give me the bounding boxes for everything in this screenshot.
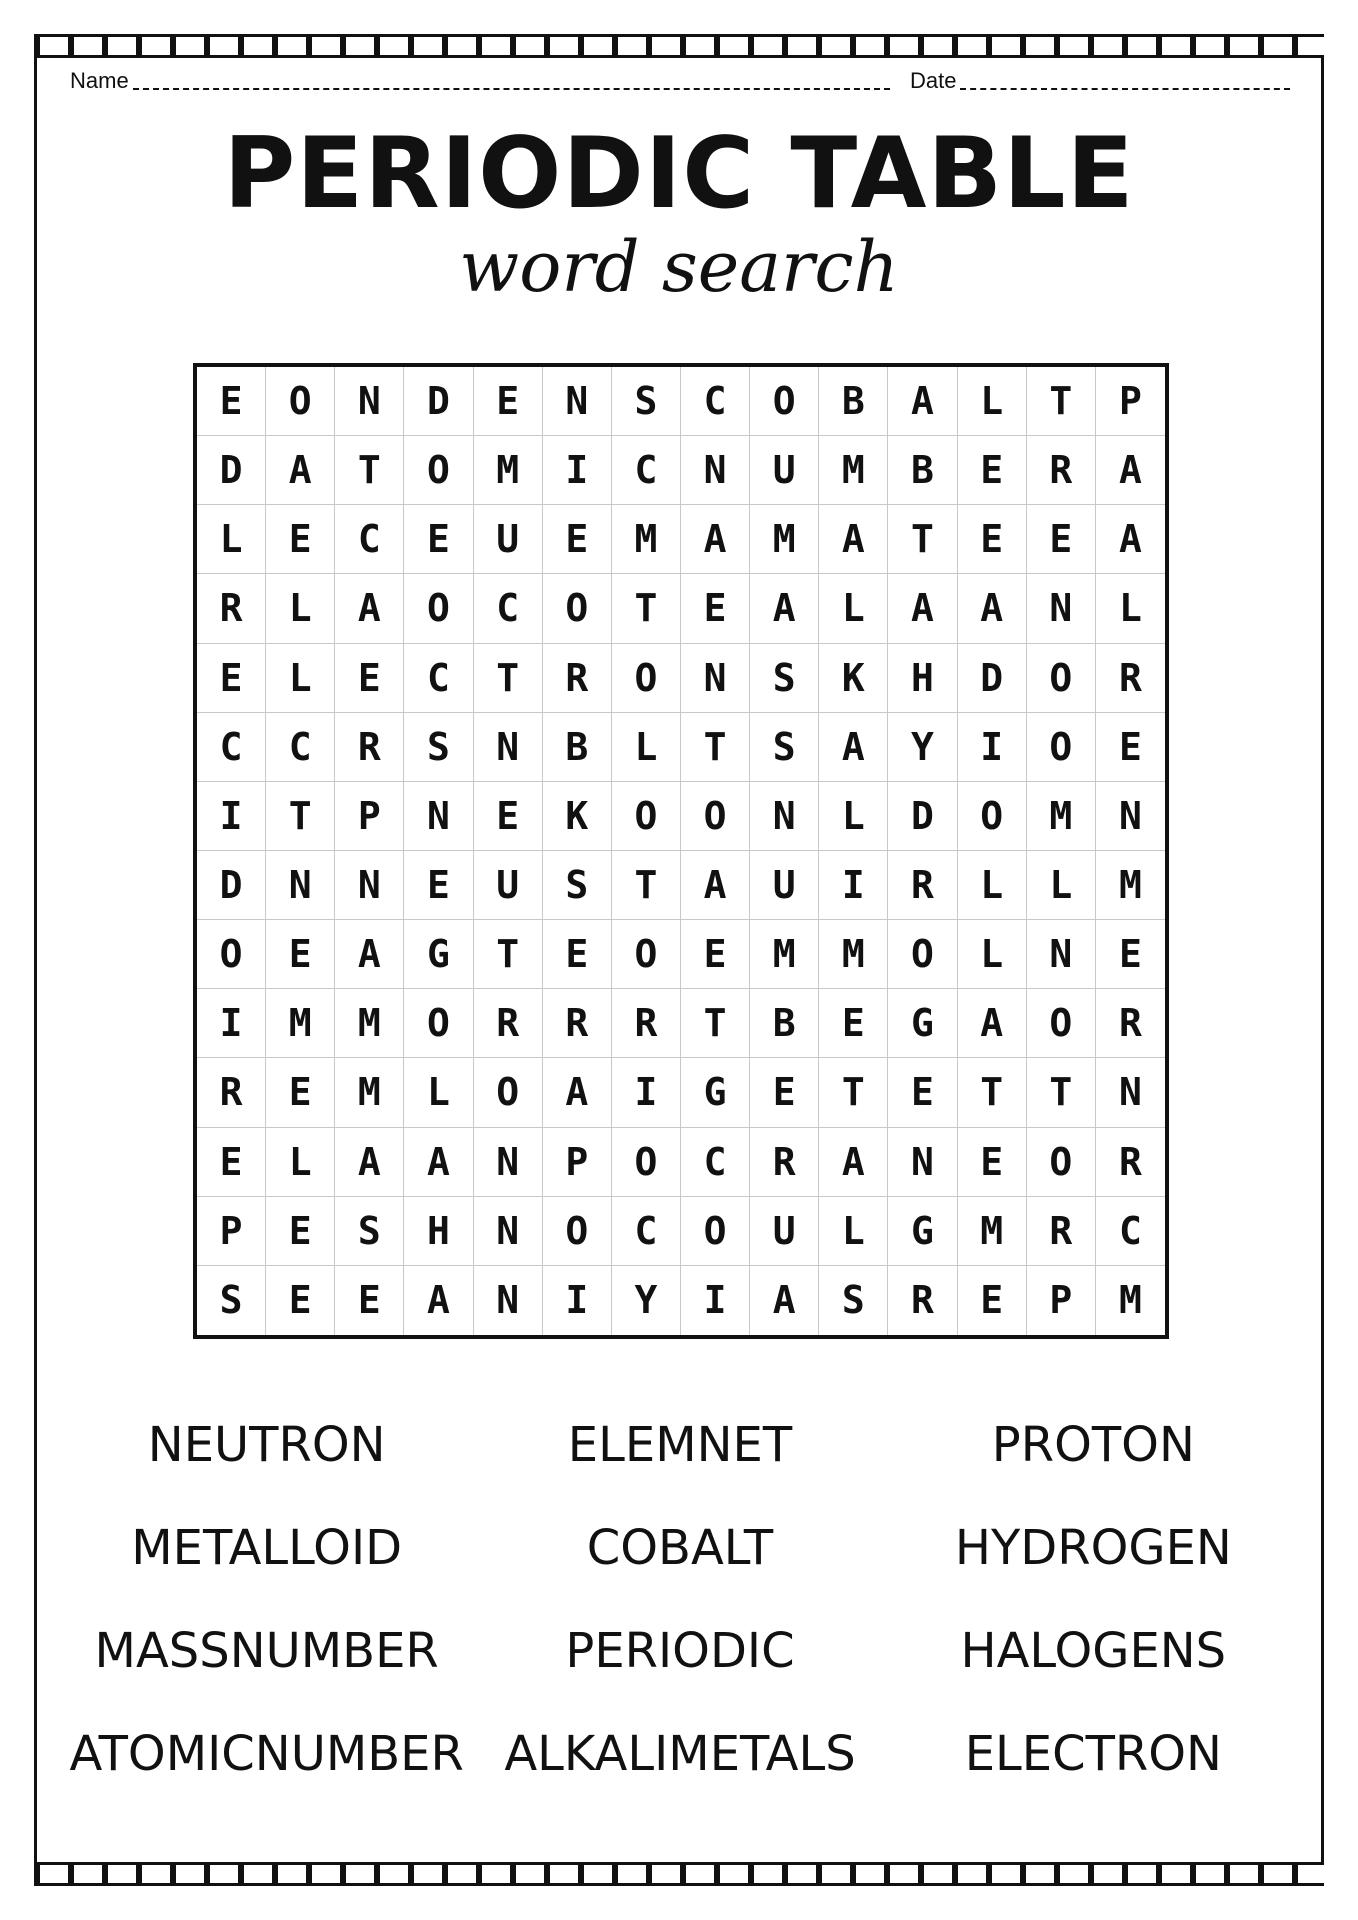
grid-cell[interactable]: R — [197, 574, 266, 643]
grid-cell[interactable]: T — [1027, 367, 1096, 436]
grid-cell[interactable]: I — [543, 436, 612, 505]
grid-cell[interactable]: S — [335, 1197, 404, 1266]
grid-cell[interactable]: T — [1027, 1058, 1096, 1127]
grid-cell[interactable]: N — [1096, 782, 1165, 851]
grid-cell[interactable]: T — [266, 782, 335, 851]
grid-cell[interactable]: U — [750, 851, 819, 920]
grid-cell[interactable]: C — [1096, 1197, 1165, 1266]
grid-cell[interactable]: R — [612, 989, 681, 1058]
grid-cell[interactable]: M — [750, 505, 819, 574]
grid-cell[interactable]: R — [1027, 436, 1096, 505]
grid-cell[interactable]: E — [266, 1058, 335, 1127]
grid-cell[interactable]: O — [681, 1197, 750, 1266]
grid-cell[interactable]: A — [750, 1266, 819, 1335]
top-dashed-border — [34, 34, 1324, 58]
grid-cell[interactable]: N — [543, 367, 612, 436]
grid-cell[interactable]: C — [612, 1197, 681, 1266]
grid-cell[interactable]: T — [335, 436, 404, 505]
grid-cell[interactable]: G — [404, 920, 473, 989]
grid-cell[interactable]: E — [958, 1128, 1027, 1197]
grid-cell[interactable]: B — [543, 713, 612, 782]
date-label: Date — [910, 68, 957, 93]
grid-cell[interactable]: R — [750, 1128, 819, 1197]
word-list-item: COBALT — [586, 1520, 774, 1576]
grid-cell[interactable]: I — [543, 1266, 612, 1335]
grid-cell[interactable]: O — [404, 436, 473, 505]
grid-cell[interactable]: C — [404, 644, 473, 713]
grid-cell[interactable]: L — [404, 1058, 473, 1127]
grid-cell[interactable]: P — [1027, 1266, 1096, 1335]
grid-cell[interactable]: O — [1027, 989, 1096, 1058]
grid-cell[interactable]: O — [1027, 713, 1096, 782]
grid-cell[interactable]: I — [958, 713, 1027, 782]
grid-cell[interactable]: L — [958, 851, 1027, 920]
word-list-item: ELECTRON — [964, 1726, 1222, 1782]
grid-cell[interactable]: O — [543, 1197, 612, 1266]
grid-cell[interactable]: K — [543, 782, 612, 851]
grid-cell[interactable]: D — [404, 367, 473, 436]
grid-cell[interactable]: E — [266, 1197, 335, 1266]
grid-cell[interactable]: G — [888, 989, 957, 1058]
grid-cell[interactable]: M — [1118, 1278, 1142, 1323]
grid-cell[interactable]: E — [958, 505, 1027, 574]
grid-cell[interactable]: E — [1096, 713, 1165, 782]
grid-cell[interactable]: L — [266, 574, 335, 643]
grid-cell[interactable]: C — [612, 436, 681, 505]
word-list-item: PROTON — [991, 1417, 1195, 1473]
grid-cell[interactable]: A — [335, 574, 404, 643]
grid-cell[interactable]: Y — [612, 1266, 681, 1335]
word-list-item: HYDROGEN — [954, 1520, 1232, 1576]
name-label: Name — [70, 68, 129, 93]
grid-cell[interactable]: S — [197, 1266, 266, 1335]
grid-cell[interactable]: E — [543, 505, 612, 574]
grid-cell[interactable]: L — [612, 713, 681, 782]
grid-cell[interactable]: R — [888, 851, 957, 920]
word-list — [60, 1417, 1300, 1782]
grid-cell[interactable]: N — [266, 851, 335, 920]
grid-cell[interactable]: I — [681, 1266, 750, 1335]
grid-cell[interactable]: I — [612, 1058, 681, 1127]
grid-cell[interactable]: C — [681, 1128, 750, 1197]
grid-cell[interactable]: R — [1096, 1128, 1165, 1197]
grid-cell[interactable]: A — [819, 1128, 888, 1197]
grid-cell[interactable]: I — [197, 782, 266, 851]
grid-cell[interactable]: N — [681, 436, 750, 505]
grid-cell[interactable]: E — [681, 574, 750, 643]
grid-cell[interactable]: T — [474, 644, 543, 713]
grid-cell[interactable]: M — [819, 436, 888, 505]
grid-cell[interactable]: B — [888, 436, 957, 505]
grid-cell[interactable]: T — [681, 713, 750, 782]
grid-cell[interactable]: L — [266, 1128, 335, 1197]
grid-cell[interactable]: L — [266, 644, 335, 713]
grid-cell[interactable]: E — [819, 989, 888, 1058]
grid-cell[interactable]: N — [681, 644, 750, 713]
grid-cell[interactable]: R — [474, 989, 543, 1058]
grid-cell[interactable]: S — [819, 1266, 888, 1335]
grid-cell[interactable]: L — [958, 920, 1027, 989]
grid-cell[interactable]: A — [543, 1058, 612, 1127]
grid-cell[interactable]: E — [197, 644, 266, 713]
word-search-grid[interactable] — [193, 363, 1169, 1339]
page-subtitle: word search — [459, 226, 899, 308]
grid-cell[interactable]: C — [335, 505, 404, 574]
grid-cell[interactable]: U — [474, 505, 543, 574]
grid-cell[interactable]: E — [1027, 505, 1096, 574]
grid-cell[interactable]: E — [474, 367, 543, 436]
bottom-dashed-border — [34, 1862, 1324, 1886]
grid-cell[interactable]: A — [266, 436, 335, 505]
date-field[interactable] — [910, 68, 1290, 94]
grid-cell[interactable]: M — [612, 505, 681, 574]
grid-cell[interactable]: A — [958, 574, 1027, 643]
grid-cell[interactable]: A — [681, 505, 750, 574]
grid-cell[interactable]: R — [543, 989, 612, 1058]
grid-cell[interactable]: R — [1096, 989, 1165, 1058]
grid-cell[interactable]: A — [819, 713, 888, 782]
grid-cell[interactable]: N — [750, 782, 819, 851]
grid-cell[interactable]: M — [266, 989, 335, 1058]
word-list-item: ALKALIMETALS — [504, 1726, 856, 1782]
grid-cell[interactable]: O — [612, 782, 681, 851]
grid-cell[interactable]: R — [197, 1058, 266, 1127]
grid-cell[interactable]: O — [266, 367, 335, 436]
grid-cell[interactable]: L — [958, 367, 1027, 436]
grid-cell[interactable]: A — [819, 505, 888, 574]
grid-cell[interactable]: L — [1096, 574, 1165, 643]
grid-cell[interactable]: I — [197, 989, 266, 1058]
grid-cell[interactable]: T — [612, 851, 681, 920]
grid-cell[interactable]: P — [1096, 367, 1165, 436]
grid-cell[interactable]: M — [335, 989, 404, 1058]
grid-cell[interactable]: U — [474, 851, 543, 920]
grid-cell[interactable]: S — [750, 644, 819, 713]
grid-cell[interactable]: E — [750, 1058, 819, 1127]
grid-cell[interactable]: A — [888, 367, 957, 436]
grid-cell[interactable]: A — [888, 574, 957, 643]
grid-cell[interactable]: E — [404, 505, 473, 574]
grid-cell[interactable]: N — [335, 367, 404, 436]
grid-cell[interactable]: O — [750, 367, 819, 436]
grid-cell[interactable]: O — [404, 989, 473, 1058]
grid-cell[interactable]: N — [1027, 920, 1096, 989]
grid-cell[interactable]: E — [888, 1058, 957, 1127]
word-list-item: NEUTRON — [147, 1417, 386, 1473]
grid-cell[interactable]: O — [958, 782, 1027, 851]
grid-cell[interactable]: E — [266, 1266, 335, 1335]
grid-cell[interactable]: A — [750, 574, 819, 643]
grid-cell[interactable]: M — [1027, 782, 1096, 851]
grid-cell[interactable]: N — [888, 1128, 957, 1197]
grid-cell[interactable]: E — [197, 367, 266, 436]
grid-cell[interactable]: H — [404, 1197, 473, 1266]
word-list-item: METALLOID — [131, 1520, 403, 1576]
grid-cell[interactable]: T — [681, 989, 750, 1058]
grid-cell[interactable]: U — [750, 436, 819, 505]
grid-cell[interactable]: L — [197, 505, 266, 574]
word-list-item: MASSNUMBER — [94, 1623, 439, 1679]
grid-cell[interactable]: M — [819, 920, 888, 989]
grid-cell[interactable]: T — [888, 505, 957, 574]
grid-cell[interactable]: S — [404, 713, 473, 782]
grid-cell[interactable]: K — [819, 644, 888, 713]
grid-cell[interactable]: B — [750, 989, 819, 1058]
word-list-item: ATOMICNUMBER — [69, 1726, 464, 1782]
grid-cell[interactable]: M — [750, 920, 819, 989]
grid-cell[interactable]: A — [958, 989, 1027, 1058]
grid-cell[interactable]: D — [958, 644, 1027, 713]
grid-cell[interactable]: N — [1027, 574, 1096, 643]
grid-cell[interactable]: C — [266, 713, 335, 782]
grid-cell[interactable]: G — [681, 1058, 750, 1127]
date-blank-line — [960, 88, 1290, 90]
grid-cell[interactable]: A — [1096, 505, 1165, 574]
grid-cell[interactable]: P — [335, 782, 404, 851]
grid-cell[interactable]: I — [819, 851, 888, 920]
grid-cell[interactable]: S — [543, 851, 612, 920]
grid-cell[interactable]: N — [335, 851, 404, 920]
grid-cell[interactable]: S — [750, 713, 819, 782]
grid-cell[interactable]: C — [474, 574, 543, 643]
grid-cell[interactable]: O — [404, 574, 473, 643]
grid-cell[interactable]: E — [681, 920, 750, 989]
grid-cell[interactable]: E — [335, 1266, 404, 1335]
grid-cell[interactable]: S — [612, 367, 681, 436]
grid-cell[interactable]: O — [681, 782, 750, 851]
grid-cell[interactable]: U — [750, 1197, 819, 1266]
grid-cell[interactable]: N — [474, 713, 543, 782]
grid-cell[interactable]: O — [612, 1128, 681, 1197]
grid-cell[interactable]: D — [197, 851, 266, 920]
grid-cell[interactable]: C — [681, 367, 750, 436]
grid-cell[interactable]: T — [819, 1058, 888, 1127]
grid-cell[interactable]: E — [335, 644, 404, 713]
grid-cell[interactable]: R — [888, 1266, 957, 1335]
grid-cell[interactable]: R — [1027, 1197, 1096, 1266]
grid-cell[interactable]: N — [1096, 1058, 1165, 1127]
grid-cell[interactable]: L — [819, 782, 888, 851]
grid-cell[interactable]: T — [612, 574, 681, 643]
grid-cell[interactable]: E — [958, 1266, 1027, 1335]
grid-cell[interactable]: M — [958, 1197, 1027, 1266]
grid-cell[interactable]: A — [681, 851, 750, 920]
grid-cell[interactable]: H — [888, 644, 957, 713]
grid-cell[interactable]: M — [1096, 851, 1165, 920]
word-list-item: PERIODIC — [565, 1623, 795, 1679]
grid-cell[interactable]: E — [543, 920, 612, 989]
grid-cell[interactable]: A — [404, 1266, 473, 1335]
grid-cell[interactable]: T — [958, 1058, 1027, 1127]
grid-cell[interactable]: P — [197, 1197, 266, 1266]
grid-cell[interactable]: E — [958, 436, 1027, 505]
grid-cell[interactable]: O — [1027, 644, 1096, 713]
grid-cell[interactable]: E — [474, 782, 543, 851]
grid-cell[interactable]: G — [888, 1197, 957, 1266]
grid-cell[interactable]: O — [1027, 1128, 1096, 1197]
grid-cell[interactable]: N — [474, 1266, 543, 1335]
grid-cell[interactable]: R — [1096, 644, 1165, 713]
grid-cell[interactable]: M — [335, 1058, 404, 1127]
grid-cell[interactable]: L — [1027, 851, 1096, 920]
grid-cell[interactable]: O — [543, 574, 612, 643]
grid-cell[interactable]: O — [612, 644, 681, 713]
grid-cell[interactable]: E — [266, 920, 335, 989]
grid-cell[interactable]: M — [474, 436, 543, 505]
name-field[interactable] — [70, 68, 890, 94]
grid-cell[interactable]: D — [888, 782, 957, 851]
grid-cell[interactable]: Y — [888, 713, 957, 782]
grid-cell[interactable]: A — [335, 1128, 404, 1197]
grid-cell[interactable]: E — [197, 1128, 266, 1197]
grid-cell[interactable]: L — [819, 1197, 888, 1266]
grid-cell[interactable]: O — [888, 920, 957, 989]
grid-cell[interactable]: E — [266, 505, 335, 574]
word-list-item: ELEMNET — [567, 1417, 793, 1473]
grid-cell[interactable]: C — [197, 713, 266, 782]
grid-cell[interactable]: D — [197, 436, 266, 505]
word-list-item: HALOGENS — [960, 1623, 1227, 1679]
grid-cell[interactable]: B — [819, 367, 888, 436]
grid-cell[interactable]: N — [474, 1128, 543, 1197]
grid-cell[interactable]: A — [335, 920, 404, 989]
grid-cell[interactable]: O — [474, 1058, 543, 1127]
name-blank-line — [133, 88, 890, 90]
grid-cell[interactable]: L — [819, 574, 888, 643]
grid-cell[interactable]: R — [335, 713, 404, 782]
grid-cell[interactable]: N — [474, 1197, 543, 1266]
page-title: PERIODIC TABLE — [223, 117, 1135, 231]
grid-cell[interactable]: E — [404, 851, 473, 920]
grid-cell[interactable]: O — [612, 920, 681, 989]
grid-cell[interactable]: T — [474, 920, 543, 989]
grid-cell[interactable]: O — [197, 920, 266, 989]
grid-cell[interactable]: R — [543, 644, 612, 713]
grid-cell[interactable]: P — [543, 1128, 612, 1197]
grid-cell[interactable]: A — [404, 1128, 473, 1197]
grid-cell[interactable]: E — [1096, 920, 1165, 989]
grid-cell[interactable]: N — [404, 782, 473, 851]
grid-cell[interactable]: A — [1096, 436, 1165, 505]
